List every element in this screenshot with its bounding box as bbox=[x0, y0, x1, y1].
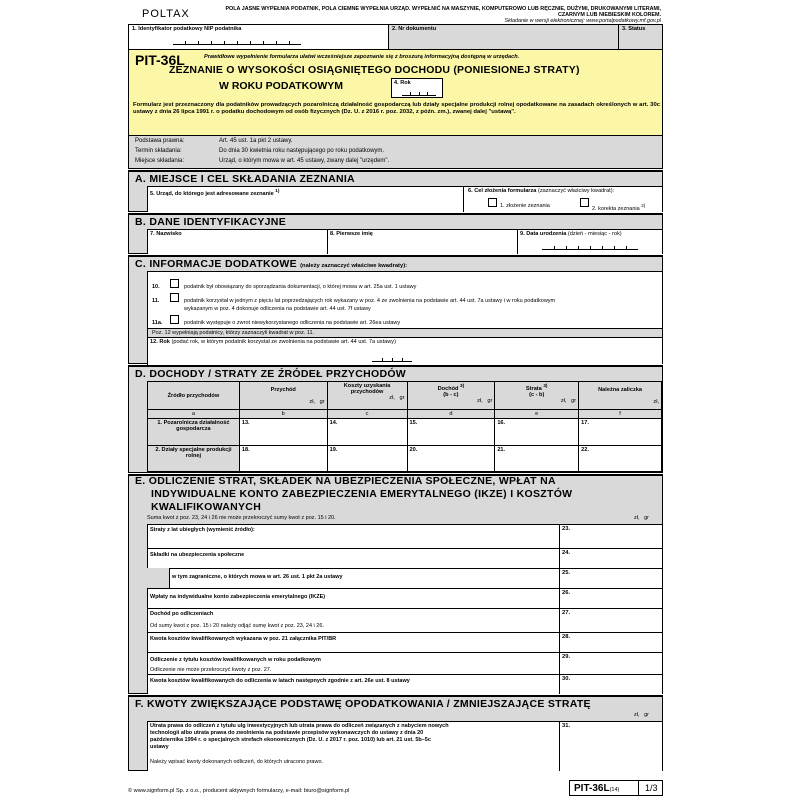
section-d bbox=[128, 365, 663, 473]
correction-sup: 2) bbox=[641, 203, 646, 208]
doc-number-label: 2. Nr dokumentu bbox=[392, 26, 437, 32]
form-description: Formularz jest przeznaczony dla podatników prowadzących pozarolniczą działalność gospodarczą lub działy specjalne produkcji rolnej opodatkowane na zasadach określonych w art. 30c ustawy z dnia 26 lipca 1991 r. o podatku dochodowym od osób fizycznych (Dz. U. z 2016 r. poz. 2032, z późn. zm.), zwanej dalej "ustawą". bbox=[133, 102, 660, 116]
section-a-body bbox=[147, 186, 662, 212]
section-c-body bbox=[147, 271, 662, 365]
checkbox-correction[interactable] bbox=[580, 198, 589, 207]
field-15[interactable]: 15. bbox=[407, 419, 495, 446]
field-22[interactable]: 22. bbox=[579, 446, 662, 472]
unit-zl: zł, bbox=[653, 399, 659, 405]
field-13[interactable]: 13. bbox=[239, 419, 327, 446]
income-table bbox=[147, 381, 662, 472]
col-loss bbox=[495, 382, 579, 410]
option-correction bbox=[592, 203, 645, 212]
field-29[interactable] bbox=[559, 652, 662, 674]
section-e bbox=[128, 474, 663, 694]
num-24: 24. bbox=[562, 550, 571, 556]
section-a-title: A. MIEJSCE I CEL SKŁADANIA ZEZNANIA bbox=[135, 173, 355, 185]
letter-b: b bbox=[239, 410, 327, 419]
row-28-label: Kwota kosztów kwalifikowanych wykazana w poz. 21 załącznika PIT/BR bbox=[150, 636, 337, 642]
web-note: Składanie w wersji elektronicznej: www.portalpodatkowy.mf.gov.pl bbox=[504, 18, 661, 24]
num-31: 31. bbox=[562, 723, 571, 729]
ikze-row bbox=[147, 588, 559, 608]
field-20[interactable]: 20. bbox=[407, 446, 495, 472]
status-label: 3. Status bbox=[622, 26, 646, 32]
income-formula: (b - c) bbox=[443, 391, 459, 398]
footer-version: (14) bbox=[609, 787, 620, 793]
income-sup: 3) bbox=[460, 383, 465, 388]
first-name-field[interactable] bbox=[328, 230, 518, 254]
item-11a-text: podatnik występuje o zwrot niewykorzystanego odliczenia na podstawie art. 26ea ustawy bbox=[184, 320, 401, 326]
letter-d: d bbox=[407, 410, 495, 419]
form-hint: Prawidłowe wypełnienie formularza ułatwi wcześniejsze zapoznanie się z broszurą informacyjną dostępną w urzędach. bbox=[204, 54, 520, 60]
unit-gr: gr bbox=[487, 397, 493, 404]
row-30-label: Kwota kosztów kwalifikowanych do odliczenia w latach następnych zgodnie z art. 26e ust. 8 ustawy bbox=[150, 678, 410, 684]
section-e-title-2: INDYWIDUALNE KONTO ZABEZPIECZENIA EMERYTALNEGO (IKZE) I KOSZTÓW bbox=[151, 488, 573, 500]
col-loss-label bbox=[497, 383, 576, 392]
field-28[interactable] bbox=[559, 632, 662, 652]
loss-sup: 3) bbox=[543, 383, 548, 388]
unit-gr: gr bbox=[644, 712, 649, 718]
purpose-label-text: 6. Cel złożenia formularza bbox=[468, 188, 537, 194]
footer-code-text: PIT-36L bbox=[574, 783, 610, 794]
office-label bbox=[150, 188, 279, 197]
field-17[interactable]: 17. bbox=[579, 419, 662, 446]
note-12-bar bbox=[148, 328, 662, 337]
section-e-title-3: KWALIFIKOWANYCH bbox=[151, 501, 262, 513]
row-25-label: w tym zagraniczne, o których mowa w art. 26 ust. 1 pkt 2a ustawy bbox=[172, 574, 343, 580]
footer-code-box bbox=[569, 780, 663, 796]
row-29-note: Odliczenie nie może przekroczyć kwoty z poz. 27. bbox=[150, 667, 272, 673]
section-e-note: Suma kwot z poz. 23, 24 i 26 nie może przekroczyć sumy kwot z poz. 15 i 20. bbox=[147, 515, 336, 521]
page-number: 1/3 bbox=[638, 781, 658, 795]
year-ticks bbox=[402, 92, 436, 96]
doc-number-field bbox=[389, 25, 619, 49]
option-submission: 1. złożenie zeznania bbox=[500, 203, 550, 209]
unit-zl: zł, bbox=[634, 712, 640, 718]
form-title: ZEZNANIE O WYSOKOŚCI OSIĄGNIĘTEGO DOCHODU (PONIESIONEJ STRATY) bbox=[169, 64, 580, 76]
qualified-costs-row bbox=[147, 632, 559, 652]
letter-c: c bbox=[327, 410, 407, 419]
col-loss-unit bbox=[497, 398, 576, 404]
birthdate-label bbox=[520, 231, 622, 238]
nip-label: 1. Identyfikator podatkowy NIP podatnika bbox=[132, 26, 242, 32]
unit-gr: gr bbox=[319, 399, 325, 405]
col-source: Źródło przychodów bbox=[148, 382, 240, 410]
item-11a-number: 11a. bbox=[152, 320, 163, 326]
row-31-label: Utrata prawa do odliczeń z tytułu ulg inwestycyjnych lub utrata prawa do odliczeń związanych z nabyciem nowych technologii albo utrata prawa do zwolnienia na podstawie przepisów wykonawczych do ustawy z dnia 20 października 1994 r. o specjalnych strefach ekonomicznych (Dz. U. z 2017 r. poz. 1010) lub art. 21 ust. 5b–5c ustawy bbox=[150, 723, 449, 750]
col-costs-unit bbox=[330, 395, 405, 401]
form-title-block bbox=[128, 50, 663, 136]
legal-name-2: Termin składania: bbox=[135, 148, 182, 154]
item-11-number: 11. bbox=[152, 298, 160, 304]
first-name-label: 8. Pierwsze imię bbox=[330, 231, 373, 237]
purpose-note: (zaznaczyć właściwy kwadrat): bbox=[537, 188, 615, 194]
legal-value-3: Urząd, o którym mowa w art. 45 ustawy, zwany dalej "urzędem". bbox=[219, 158, 390, 164]
row-agriculture: 2. Działy specjalne produkcji rolnej bbox=[148, 446, 240, 472]
num-28: 28. bbox=[562, 634, 571, 640]
col-advance-label: Należna zaliczka bbox=[598, 387, 642, 393]
unit-gr: gr bbox=[644, 515, 649, 521]
office-sup: 1) bbox=[275, 188, 280, 193]
section-f bbox=[128, 695, 663, 771]
section-c-note: (należy zaznaczyć właściwe kwadraty): bbox=[300, 263, 408, 269]
col-costs bbox=[327, 382, 407, 410]
birthdate-field[interactable] bbox=[518, 230, 662, 254]
form-page bbox=[128, 4, 663, 794]
year-12-field[interactable] bbox=[148, 337, 662, 365]
field-14[interactable]: 14. bbox=[327, 419, 407, 446]
item-11-text-2: wykazanym w poz. 4 dokonuje odliczenia na podstawie art. 44 ust. 7f ustawy bbox=[184, 306, 371, 312]
col-income bbox=[407, 382, 495, 410]
section-e-unit bbox=[634, 515, 649, 522]
header-instructions bbox=[206, 6, 661, 24]
contributions-row bbox=[147, 548, 559, 568]
checkbox-10[interactable] bbox=[170, 279, 179, 288]
field-21[interactable]: 21. bbox=[495, 446, 579, 472]
nip-field[interactable] bbox=[129, 25, 389, 49]
section-b-title: B. DANE IDENTYFIKACYJNE bbox=[135, 216, 286, 228]
section-f-unit bbox=[634, 712, 649, 719]
option-correction-text: 2. korekta zeznania bbox=[592, 205, 640, 212]
field-18[interactable]: 18. bbox=[239, 446, 327, 472]
unit-zl: zł, bbox=[389, 395, 395, 401]
row-27-label: Dochód po odliczeniach bbox=[150, 611, 214, 617]
item-10-text: podatnik był obowiązany do sporządzania dokumentacji, o której mowa w art. 25a ust. 1 ustawy bbox=[184, 284, 417, 290]
foreign-row bbox=[169, 568, 559, 588]
section-c bbox=[128, 255, 663, 364]
col-loss-text: Strata bbox=[525, 385, 542, 392]
year-field[interactable] bbox=[391, 78, 443, 98]
note-12: Poz. 12 wypełniają podatnicy, którzy zaznaczyli kwadrat w poz. 11. bbox=[152, 330, 315, 336]
row-24-label: Składki na ubezpieczenia społeczne bbox=[150, 552, 245, 558]
unit-zl: zł, bbox=[560, 397, 567, 404]
checkbox-submission[interactable] bbox=[488, 198, 497, 207]
section-c-title-text: C. INFORMACJE DODATKOWE bbox=[135, 258, 297, 270]
item-10-number: 10. bbox=[152, 284, 160, 290]
surname-label: 7. Nazwisko bbox=[150, 231, 182, 237]
legal-name-1: Podstawa prawna: bbox=[135, 138, 185, 144]
field-19[interactable]: 19. bbox=[327, 446, 407, 472]
num-29: 29. bbox=[562, 654, 571, 660]
unit-gr: gr bbox=[399, 395, 405, 401]
office-label-text: 5. Urząd, do którego jest adresowane zeznanie bbox=[150, 190, 274, 197]
form-code: PIT-36L bbox=[135, 52, 185, 68]
col-income-label bbox=[410, 383, 493, 392]
col-revenue bbox=[239, 382, 327, 410]
legal-basis bbox=[128, 136, 663, 169]
field-16[interactable]: 16. bbox=[495, 419, 579, 446]
item-11-text: podatnik korzystał w jednym z pięciu lat poprzedzających rok wykazany w poz. 4 ze zwolnienia na podstawie art. 44 ust. 7a ustawy i w roku podatkowym bbox=[184, 298, 556, 304]
birthdate-ticks bbox=[542, 246, 638, 250]
field-27[interactable] bbox=[559, 608, 662, 632]
field-23[interactable] bbox=[559, 524, 662, 548]
letter-a: a bbox=[148, 410, 240, 419]
col-advance bbox=[579, 382, 662, 410]
row-26-label: Wpłaty na indywidualne konto zabezpieczenia emerytalnego (IKZE) bbox=[150, 594, 326, 600]
footer-code bbox=[574, 783, 619, 794]
field-31[interactable] bbox=[559, 721, 662, 771]
year-12-ticks bbox=[372, 358, 412, 362]
nip-ticks bbox=[173, 41, 301, 45]
section-b bbox=[128, 213, 663, 254]
letter-f: f bbox=[579, 410, 662, 419]
num-27: 27. bbox=[562, 610, 571, 616]
deduction-row bbox=[147, 652, 559, 674]
row-27-note: Od sumy kwot z poz. 15 i 20 należy odjąć sumę kwot z poz. 23, 24 i 26. bbox=[150, 623, 324, 629]
row-23-label: Straty z lat ubiegłych (wymienić źródło): bbox=[150, 527, 255, 533]
field-30[interactable] bbox=[559, 674, 662, 694]
legal-value-2: Do dnia 30 kwietnia roku następującego po roku podatkowym. bbox=[219, 148, 385, 154]
section-e-title-1: E. ODLICZENIE STRAT, SKŁADEK NA UBEZPIECZENIA SPOŁECZNE, WPŁAT NA bbox=[135, 475, 556, 487]
checkbox-11a[interactable] bbox=[170, 315, 179, 324]
investment-relief-row bbox=[147, 721, 559, 771]
section-b-body bbox=[147, 229, 662, 254]
col-advance-unit bbox=[581, 399, 659, 405]
year-label: 4. Rok bbox=[394, 80, 411, 86]
future-costs-row bbox=[147, 674, 559, 694]
surname-field[interactable] bbox=[148, 230, 328, 254]
top-fields-row bbox=[128, 24, 663, 50]
status-field bbox=[619, 25, 662, 49]
loss-formula: (c - b) bbox=[529, 391, 545, 398]
birthdate-label-text: 9. Data urodzenia bbox=[520, 231, 567, 237]
num-25: 25. bbox=[562, 570, 571, 576]
unit-zl: zł, bbox=[309, 399, 315, 405]
brand-logo: POLTAX bbox=[142, 8, 190, 20]
unit-zl: zł, bbox=[477, 397, 483, 404]
year-12-label bbox=[150, 339, 396, 346]
legal-name-3: Miejsce składania: bbox=[135, 158, 185, 164]
col-income-text: Dochód bbox=[437, 385, 459, 392]
field-24[interactable] bbox=[559, 548, 662, 568]
num-30: 30. bbox=[562, 676, 571, 682]
section-d-title: D. DOCHODY / STRATY ZE ŹRÓDEŁ PRZYCHODÓW bbox=[135, 368, 407, 380]
year-12-note: (podać rok, w którym podatnik korzystał ze zwolnienia na podstawie art. 44 ust. 7a ustawy) bbox=[171, 339, 396, 345]
field-25[interactable] bbox=[559, 568, 662, 588]
section-f-title: F. KWOTY ZWIĘKSZAJĄCE PODSTAWĘ OPODATKOWANIA / ZMNIEJSZAJĄCE STRATĘ bbox=[135, 698, 591, 710]
unit-zl: zł, bbox=[634, 515, 640, 521]
num-26: 26. bbox=[562, 590, 571, 596]
legal-value-1: Art. 45 ust. 1a pkt 2 ustawy. bbox=[219, 138, 293, 144]
checkbox-11[interactable] bbox=[170, 293, 179, 302]
purpose-label bbox=[468, 188, 614, 195]
letter-e: e bbox=[495, 410, 579, 419]
fill-instructions: POLA JASNE WYPEŁNIA PODATNIK, POLA CIEMNE WYPEŁNIA URZĄD. WYPEŁNIĆ NA MASZYNIE, KOMPUTEROWO LUB RĘCZNIE, DUŻYMI, DRUKOWANYMI LITERAMI, CZARNYM LUB NIEBIESKIM KOLOREM. bbox=[225, 6, 661, 19]
section-a bbox=[128, 170, 663, 212]
birthdate-note: (dzień - miesiąc - rok) bbox=[567, 231, 622, 237]
col-costs-label: Koszty uzyskania przychodów bbox=[343, 383, 391, 395]
row-31-note: Należy wpisać kwoty dokonanych odliczeń, do których utracono prawo. bbox=[150, 759, 324, 765]
income-after-row bbox=[147, 608, 559, 632]
col-income-unit bbox=[410, 398, 493, 404]
row-29-label: Odliczenie z tytułu kosztów kwalifikowanych w roku podatkowym bbox=[150, 657, 321, 663]
col-revenue-label: Przychód bbox=[270, 387, 296, 393]
office-field[interactable] bbox=[148, 187, 464, 212]
num-23: 23. bbox=[562, 526, 571, 532]
row-business: 1. Pozarolnicza działalność gospodarcza bbox=[148, 419, 240, 446]
year-12-label-text: 12. Rok bbox=[150, 339, 170, 345]
field-26[interactable] bbox=[559, 588, 662, 608]
footer-credit: © www.signform.pl Sp. z o.o., producent aktywnych formularzy, e-mail: biuro@signform.pl bbox=[128, 788, 350, 794]
form-subtitle: W ROKU PODATKOWYM bbox=[219, 80, 344, 92]
unit-gr: gr bbox=[571, 397, 577, 404]
col-revenue-unit bbox=[242, 399, 325, 405]
